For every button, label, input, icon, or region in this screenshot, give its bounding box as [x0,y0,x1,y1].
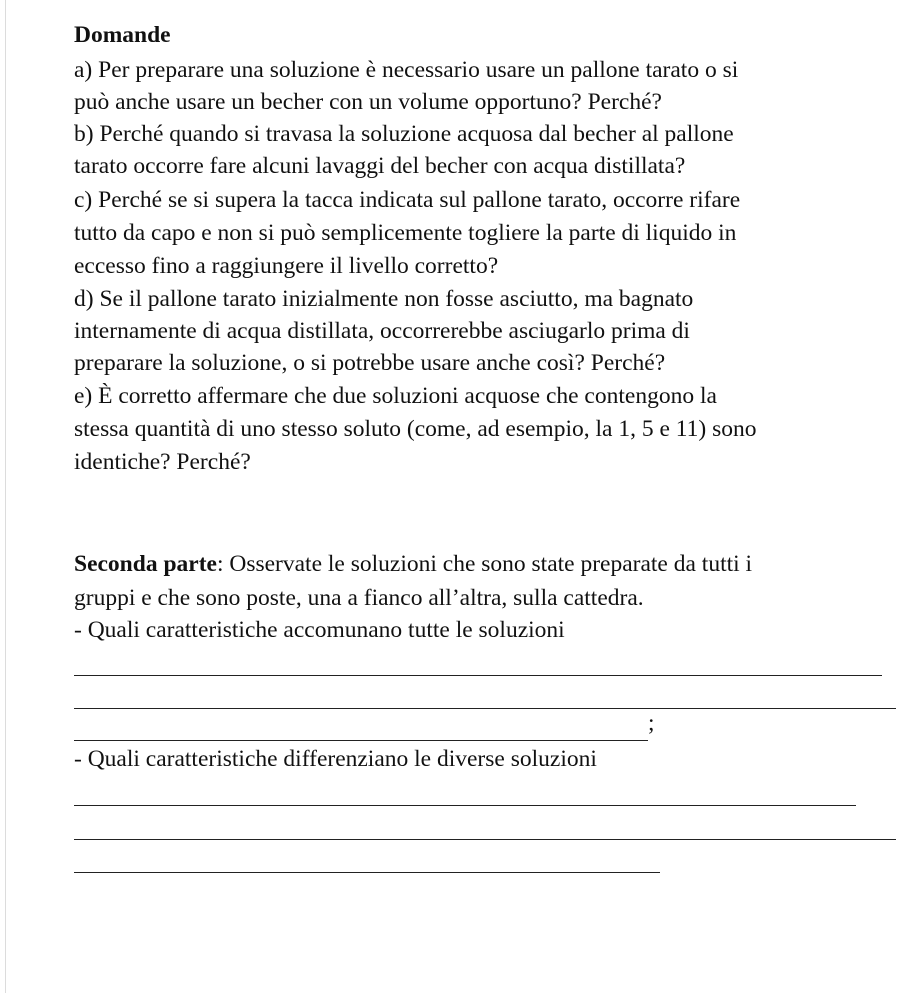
second-part-text-1: : Osservate le soluzioni che sono state preparate da tutti i [216,551,753,577]
question-c-line-3: eccesso fino a raggiungere il livello corretto? [74,253,499,279]
answer-line-1 [74,675,882,676]
heading-domande: Domande [74,22,171,48]
second-part-line-2: gruppi e che sono poste, una a fianco all’altra, sulla cattedra. [74,585,644,611]
question-c-line-1: c) Perché se si supera la tacca indicata sul pallone tarato, occorre rifare [74,187,741,213]
question-b-line-1: b) Perché quando si travasa la soluzione acquosa dal becher al pallone [74,121,734,147]
question-e-line-2: stessa quantità di uno stesso soluto (come, ad esempio, la 1, 5 e 11) sono [74,416,757,442]
question-c-line-2: tutto da capo e non si può semplicemente togliere la parte di liquido in [74,220,737,246]
answer-line-4 [74,805,856,806]
question-e-line-1: e) È corretto affermare che due soluzioni acquose che contengono la [74,383,717,409]
prompt-common-characteristics: - Quali caratteristiche accomunano tutte le soluzioni [74,617,565,643]
question-d-line-3: preparare la soluzione, o si potrebbe usare anche così? Perché? [74,350,666,376]
answer-line-5 [74,839,896,840]
second-part-label: Seconda parte [74,551,217,577]
question-b-line-2: tarato occorre fare alcuni lavaggi del becher con acqua distillata? [74,153,686,179]
second-part-line-1 [74,553,752,577]
prompt-differing-characteristics: - Quali caratteristiche differenziano le diverse soluzioni [74,746,597,772]
answer-line-2 [74,708,896,709]
answer-line-6 [74,872,660,873]
page-edge [5,0,6,993]
question-a-line-2: può anche usare un becher con un volume opportuno? Perché? [74,89,662,115]
semicolon-separator: ; [648,710,655,736]
answer-line-3 [74,740,648,741]
question-d-line-2: internamente di acqua distillata, occorrerebbe asciugarlo prima di [74,318,690,344]
question-a-line-1: a) Per preparare una soluzione è necessario usare un pallone tarato o si [74,57,739,83]
question-d-line-1: d) Se il pallone tarato inizialmente non fosse asciutto, ma bagnato [74,286,694,312]
question-e-line-3: identiche? Perché? [74,449,251,475]
